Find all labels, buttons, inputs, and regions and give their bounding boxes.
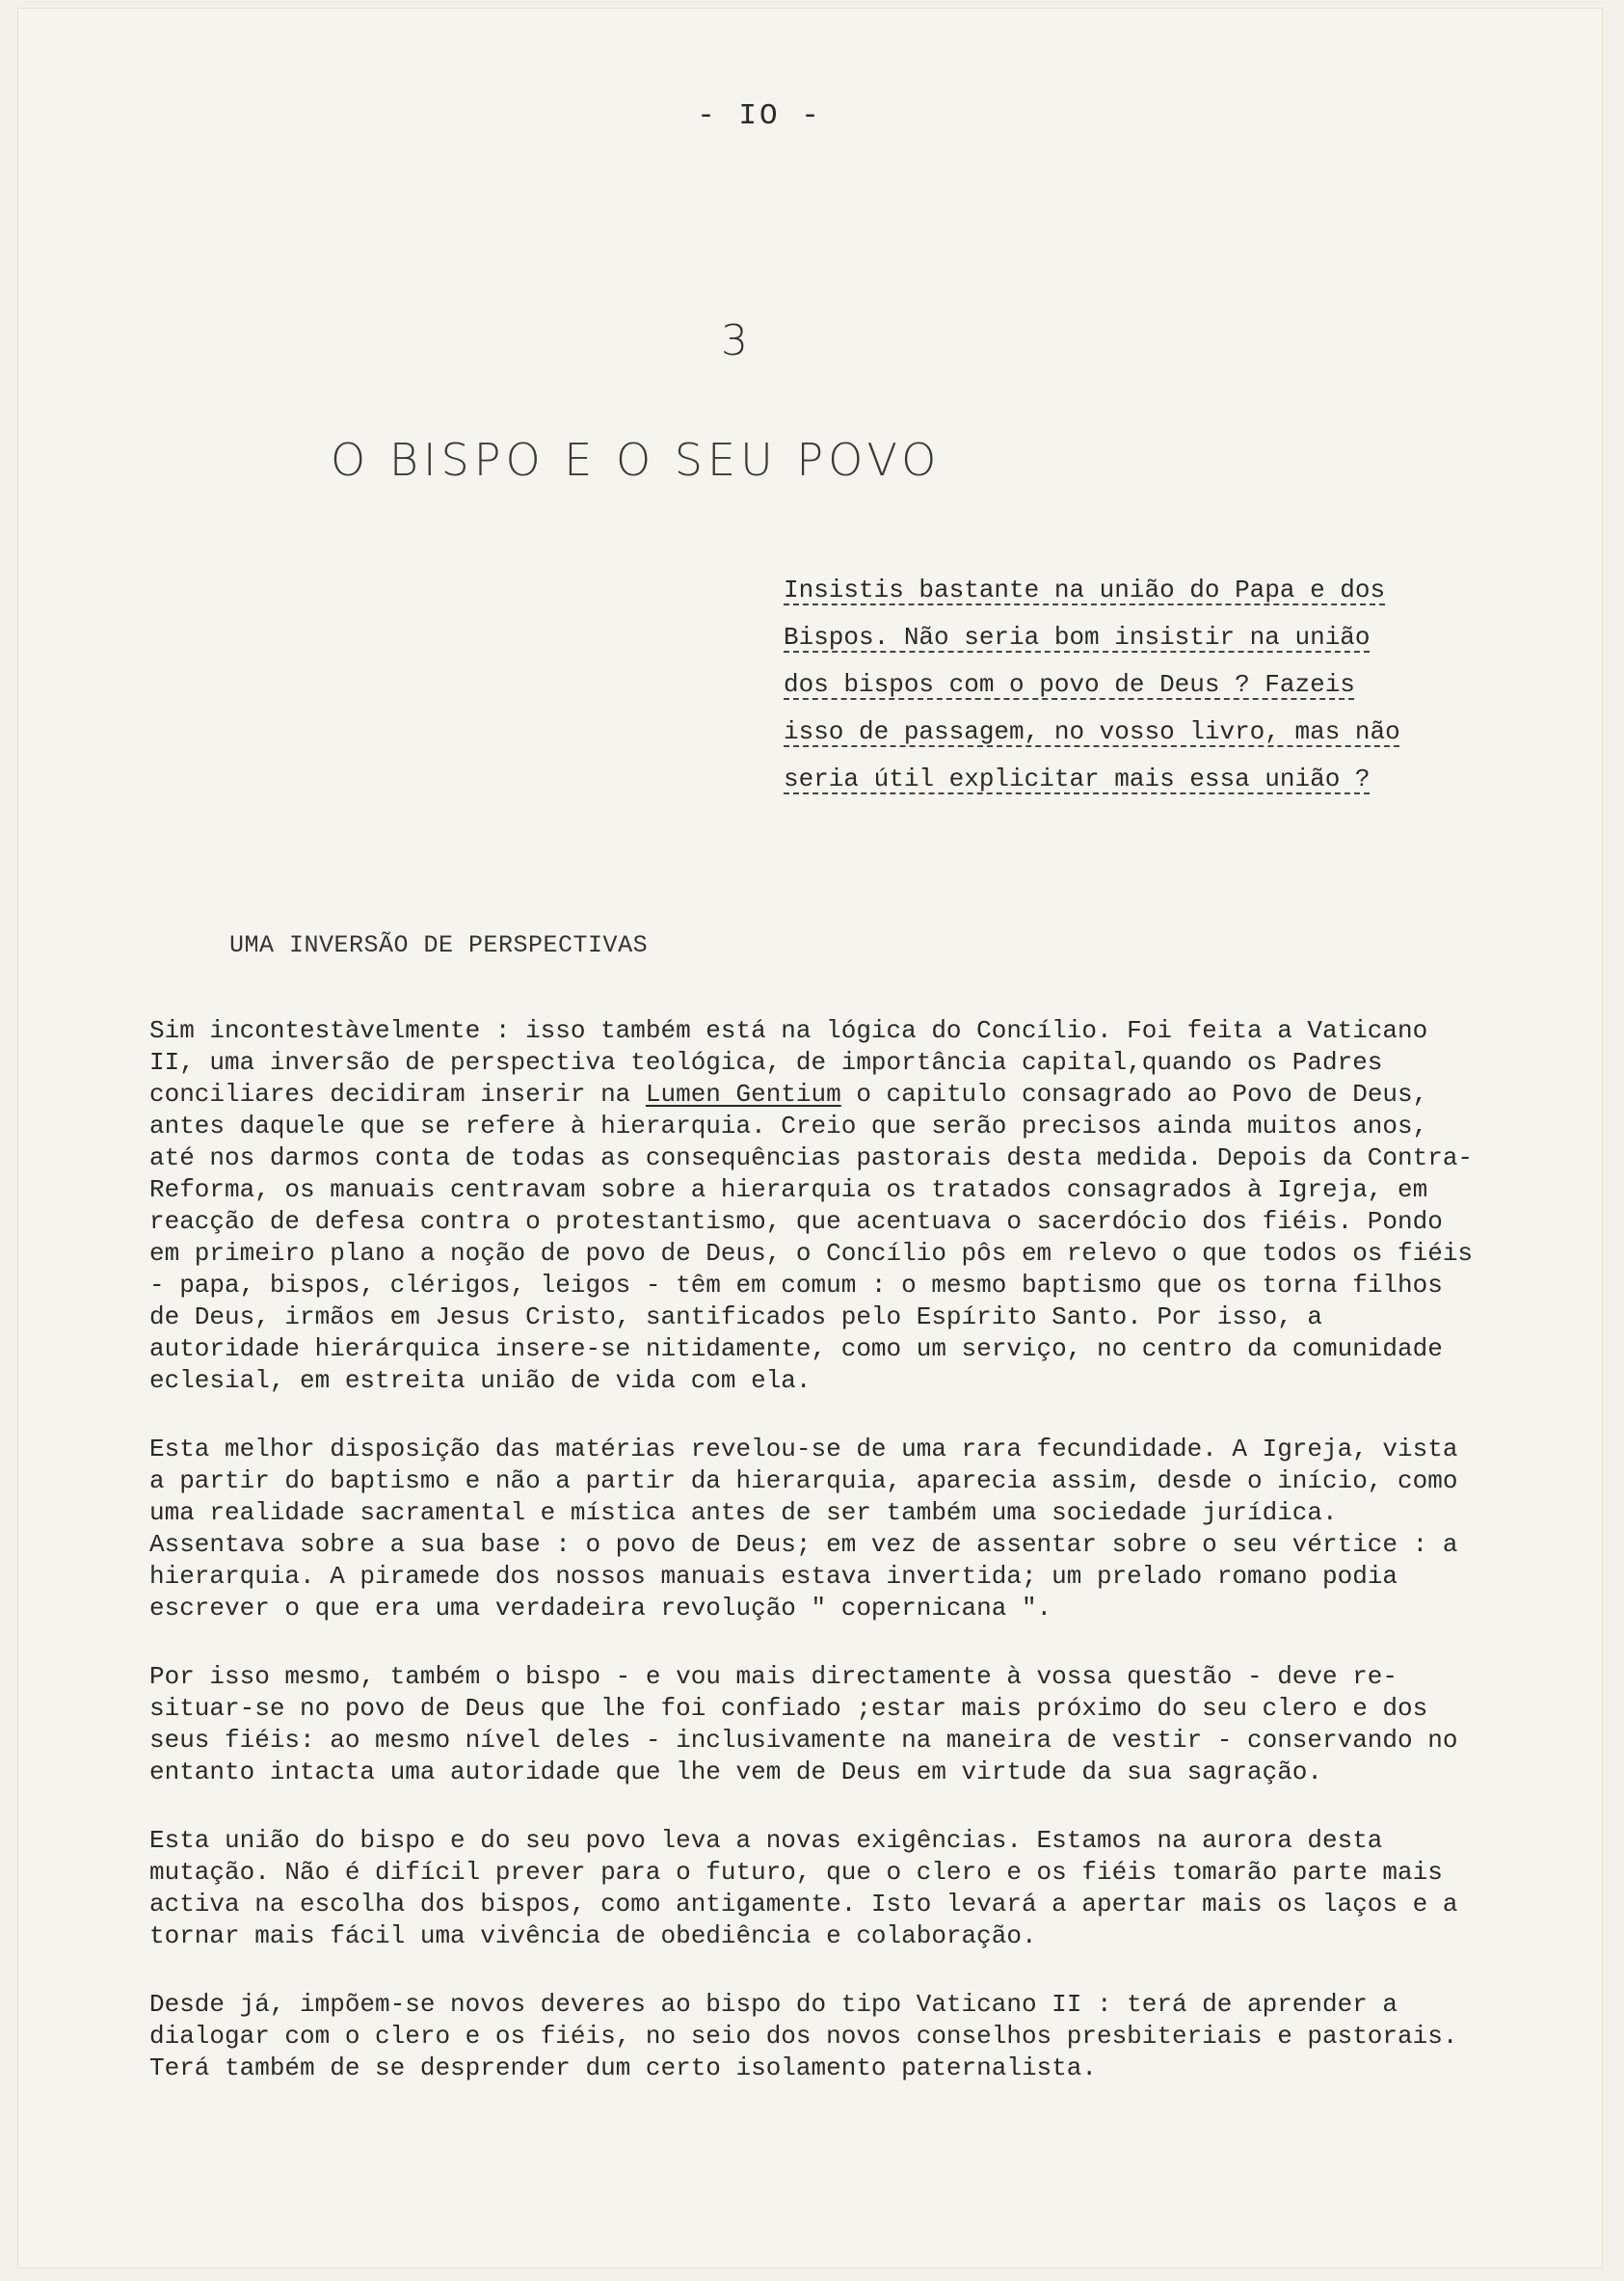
question-line: Insistis bastante na união do Papa e dos <box>784 576 1386 604</box>
paragraph-5: Desde já, impõem-se novos deveres ao bispo do tipo Vaticano II : terá de aprender a dialogar com o clero e os fiéis, no seio dos novos conselhos presbiteriais e pastorais. Terá também de se desprender dum certo isolamento paternalista. <box>149 1990 1458 2082</box>
paragraph-2: Esta melhor disposição das matérias revelou-se de uma rara fecundidade. A Igreja, vista a partir do baptismo e não a partir da hierarquia, aparecia assim, desde o início, como uma realidade sacramental e mística antes de ser também uma sociedade jurídica. Assentava sobre a sua base : o povo de Deus; em vez de assentar sobre o seu vértice : a hierarquia. A piramede dos nossos manuais estava invertida; um prelado romano podia escrever o que era uma verdadeira revolução " copernicana ". <box>149 1435 1458 1623</box>
body-text <box>149 1015 1484 2121</box>
question-line: isso de passagem, no vosso livro, mas não <box>784 717 1400 746</box>
question-line: seria útil explicitar mais essa união ? <box>784 765 1371 793</box>
paragraph-1-part-a: Sim incontestàvelmente : isso também está na lógica do Concílio. Foi feita a Vaticano II, uma inversão de perspectiva teológica, de importância capital,quando os Padres conciliares decidiram inserir na <box>149 1016 1428 1109</box>
question-line: dos bispos com o povo de Deus ? Fazeis <box>784 670 1355 699</box>
chapter-number: 3 <box>721 316 748 365</box>
paragraph-1-part-b: o capitulo consagrado ao Povo de Deus, antes daquele que se refere à hierarquia. Creio que serão precisos ainda muitos anos, até nos darmos conta de todas as consequências pastorais desta medida. Depois da Contra-Reforma, os manuais centravam sobre a hierarquia os tratados consagrados à Igreja, em reacção de defesa contra o protestantismo, que acentuava o sacerdócio dos fiéis. Pondo em primeiro plano a noção de povo de Deus, o Concílio pôs em relevo o que todos os fiéis - papa, bispos, clérigos, leigos - têm em comum : o mesmo baptismo que os torna filhos de Deus, irmãos em Jesus Cristo, santificados pelo Espírito Santo. Por isso, a autoridade hierárquica insere-se nitidamente, como um serviço, no centro da comunidade eclesial, em estreita união de vida com ela. <box>149 1080 1474 1395</box>
inline-title-lumen-gentium: Lumen Gentium <box>645 1080 841 1109</box>
paragraph-4: Esta união do bispo e do seu povo leva a novas exigências. Estamos na aurora desta mutação. Não é difícil prever para o futuro, que o clero e os fiéis tomarão parte mais activa na escolha dos bispos, como antigamente. Isto levará a apertar mais os laços e a tornar mais fácil uma vivência de obediência e colaboração. <box>149 1826 1458 1950</box>
page-number: - IO - <box>697 99 822 133</box>
paragraph-1 <box>149 1015 1484 1397</box>
paragraph-3: Por isso mesmo, também o bispo - e vou mais directamente à vossa questão - deve re-situar-se no povo de Deus que lhe foi confiado ;estar mais próximo do seu clero e dos seus fiéis: ao mesmo nível deles - inclusivamente na maneira de vestir - conservando no entanto intacta uma autoridade que lhe vem de Deus em virtude da sua sagração. <box>149 1662 1458 1786</box>
chapter-title: O BISPO E O SEU POVO <box>331 434 942 486</box>
document-page <box>17 8 1603 2268</box>
question-line: Bispos. Não seria bom insistir na união <box>784 623 1371 652</box>
interview-question <box>784 567 1439 803</box>
section-heading: UMA INVERSÃO DE PERSPECTIVAS <box>229 931 649 959</box>
